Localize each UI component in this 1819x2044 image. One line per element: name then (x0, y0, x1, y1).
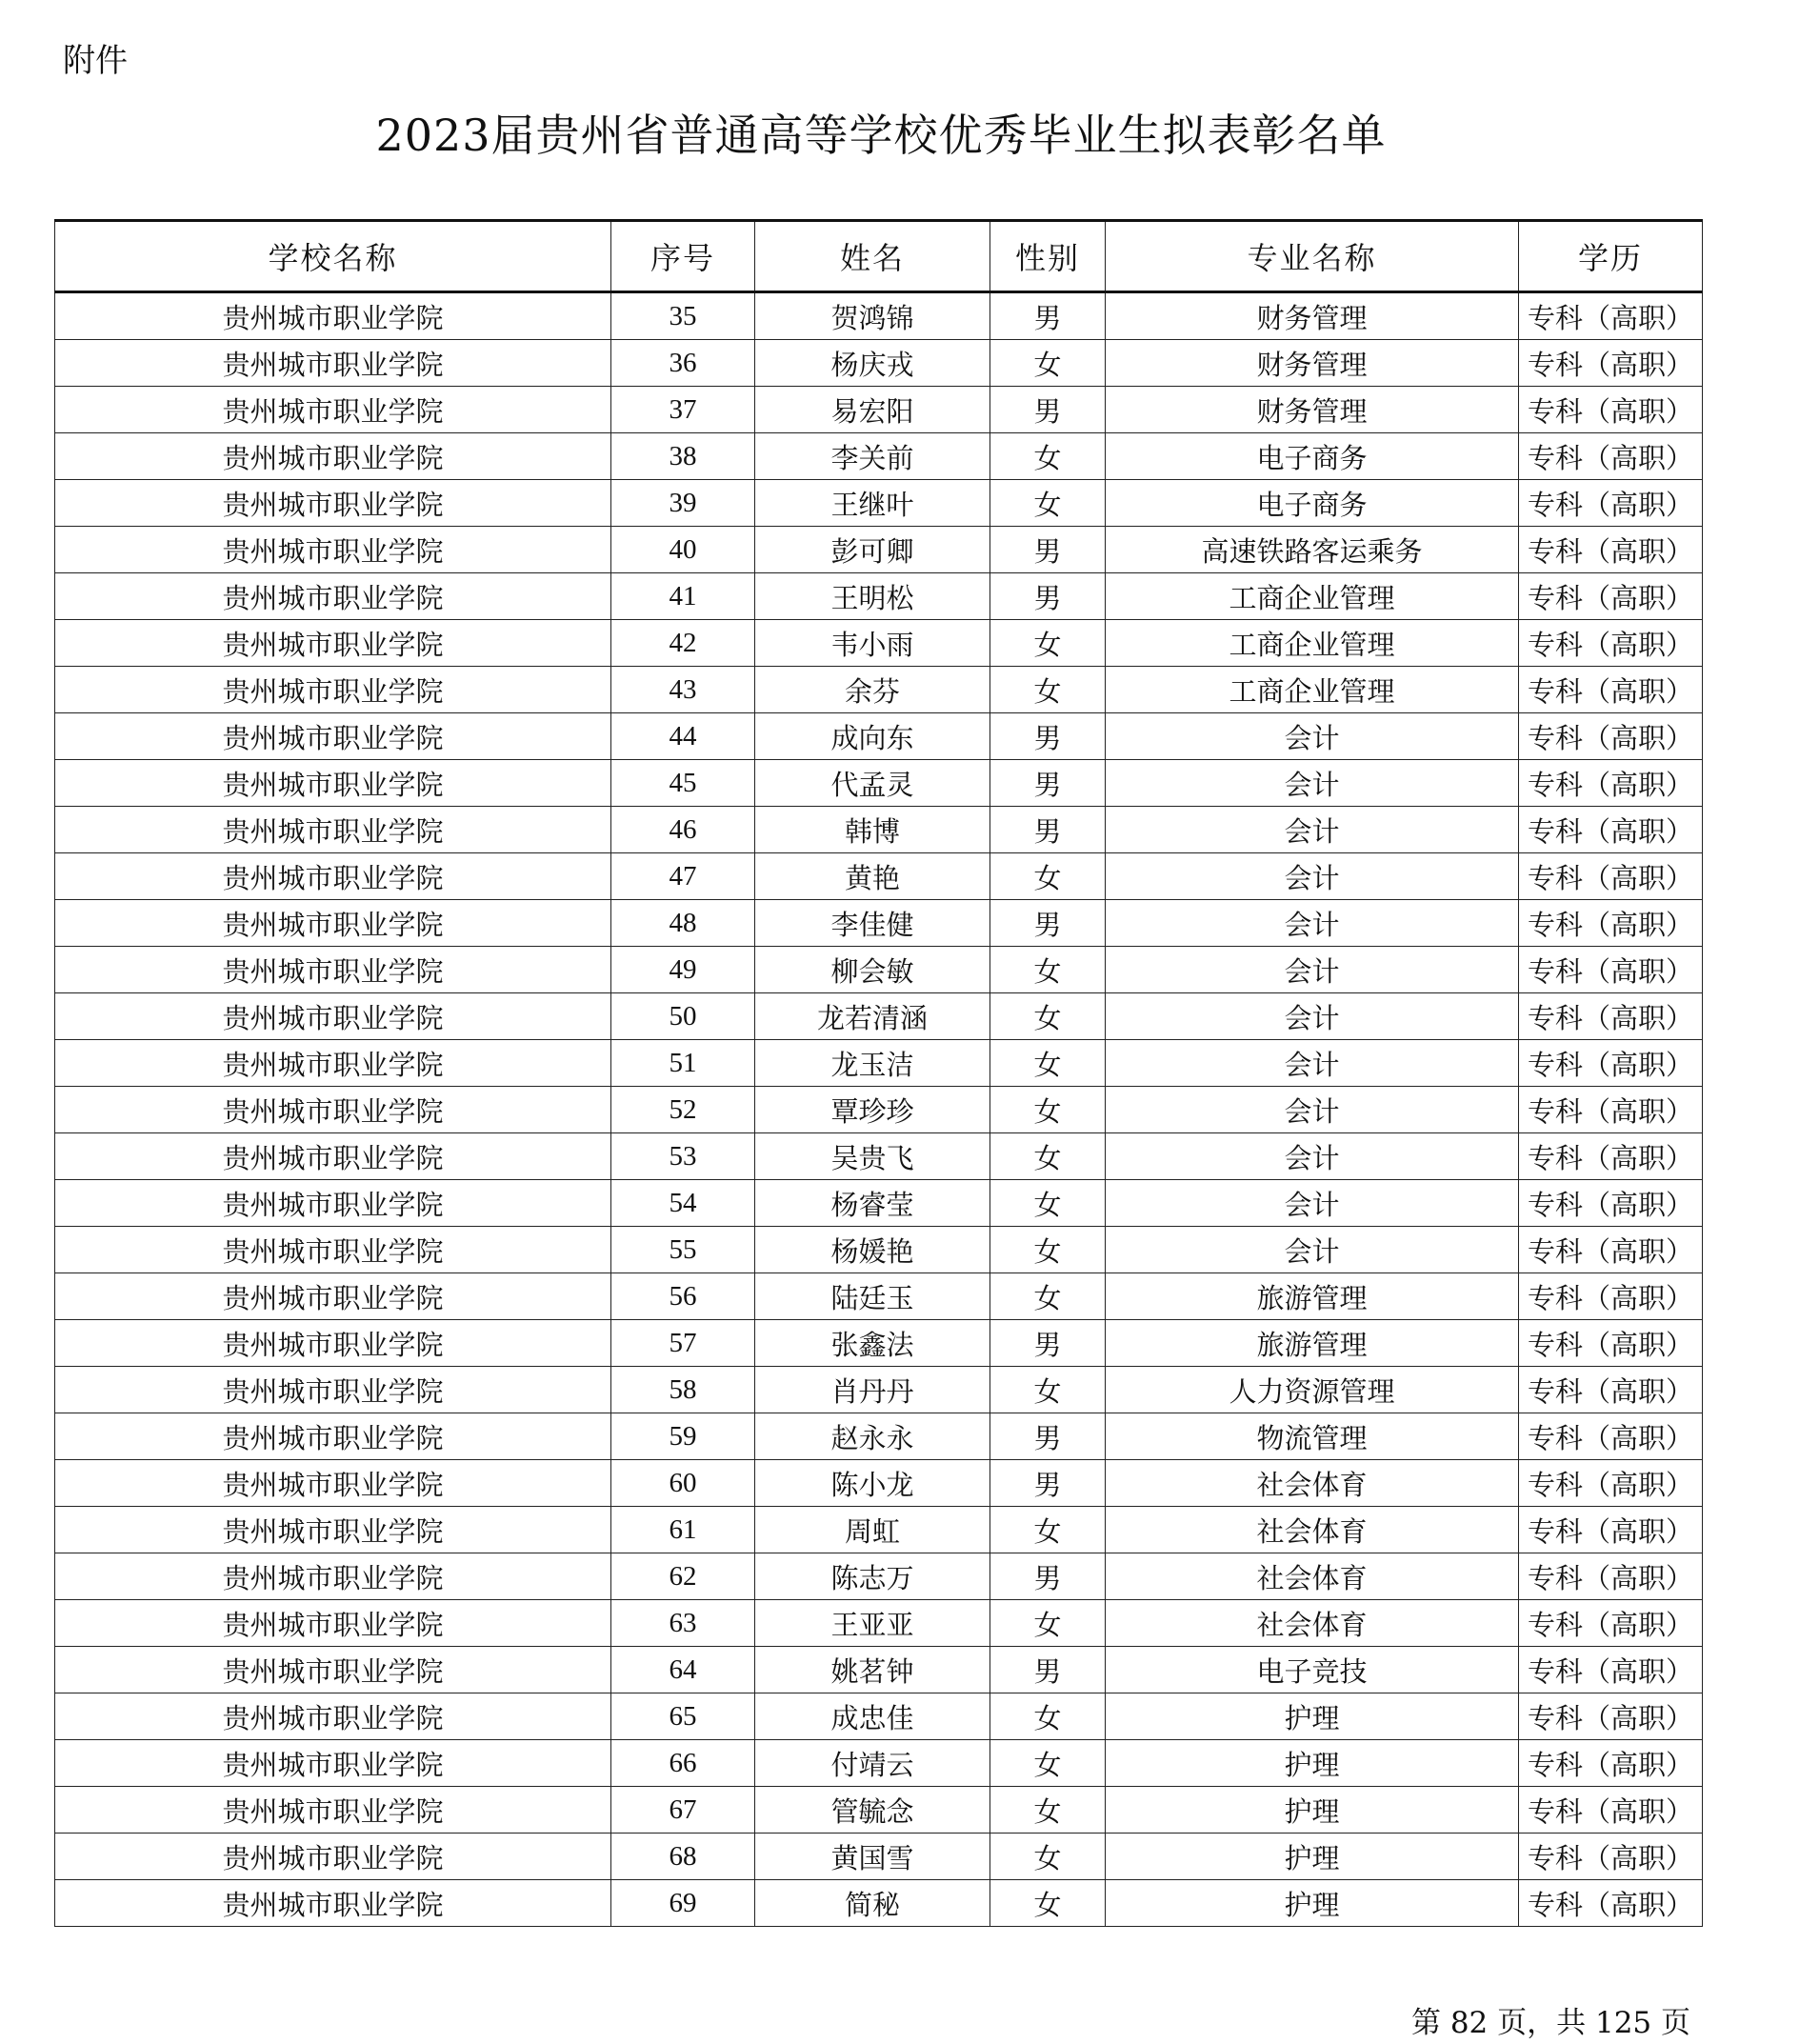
cell-gender: 女 (990, 1273, 1106, 1320)
cell-name: 成向东 (755, 713, 990, 760)
cell-gender: 女 (990, 1087, 1106, 1133)
table-row (55, 480, 1703, 527)
cell-seq: 48 (611, 900, 755, 947)
cell-school: 贵州城市职业学院 (55, 387, 611, 433)
cell-name: 易宏阳 (755, 387, 990, 433)
cell-name: 王明松 (755, 573, 990, 620)
column-header-seq: 序号 (611, 221, 755, 292)
cell-name: 吴贵飞 (755, 1133, 990, 1180)
cell-gender: 女 (990, 1040, 1106, 1087)
cell-seq: 49 (611, 947, 755, 993)
graduate-roster-table (54, 219, 1703, 1927)
table-row (55, 1880, 1703, 1927)
cell-seq: 38 (611, 433, 755, 480)
cell-major: 社会体育 (1106, 1600, 1519, 1647)
column-header-degree: 学历 (1519, 221, 1703, 292)
cell-name: 李关前 (755, 433, 990, 480)
cell-gender: 男 (990, 760, 1106, 807)
table-row (55, 1740, 1703, 1787)
cell-seq: 57 (611, 1320, 755, 1367)
cell-name: 管毓念 (755, 1787, 990, 1834)
cell-degree: 专科（高职） (1519, 573, 1703, 620)
cell-gender: 女 (990, 1693, 1106, 1740)
cell-name: 付靖云 (755, 1740, 990, 1787)
cell-major: 护理 (1106, 1880, 1519, 1927)
cell-major: 社会体育 (1106, 1553, 1519, 1600)
cell-name: 杨媛艳 (755, 1227, 990, 1273)
cell-degree: 专科（高职） (1519, 1460, 1703, 1507)
table-row (55, 1227, 1703, 1273)
cell-seq: 39 (611, 480, 755, 527)
table-row (55, 713, 1703, 760)
cell-seq: 55 (611, 1227, 755, 1273)
cell-major: 物流管理 (1106, 1413, 1519, 1460)
cell-school: 贵州城市职业学院 (55, 1087, 611, 1133)
cell-gender: 女 (990, 433, 1106, 480)
cell-major: 社会体育 (1106, 1507, 1519, 1553)
cell-school: 贵州城市职业学院 (55, 620, 611, 667)
cell-gender: 女 (990, 1367, 1106, 1413)
cell-school: 贵州城市职业学院 (55, 1273, 611, 1320)
cell-degree: 专科（高职） (1519, 760, 1703, 807)
cell-name: 杨庆戎 (755, 340, 990, 387)
cell-gender: 男 (990, 387, 1106, 433)
cell-school: 贵州城市职业学院 (55, 1693, 611, 1740)
cell-major: 会计 (1106, 900, 1519, 947)
column-header-school: 学校名称 (55, 221, 611, 292)
cell-gender: 女 (990, 947, 1106, 993)
cell-major: 护理 (1106, 1740, 1519, 1787)
table-row (55, 340, 1703, 387)
cell-seq: 65 (611, 1693, 755, 1740)
cell-school: 贵州城市职业学院 (55, 480, 611, 527)
cell-seq: 40 (611, 527, 755, 573)
cell-major: 财务管理 (1106, 387, 1519, 433)
cell-major: 会计 (1106, 947, 1519, 993)
cell-name: 龙玉洁 (755, 1040, 990, 1087)
cell-degree: 专科（高职） (1519, 667, 1703, 713)
cell-major: 会计 (1106, 807, 1519, 853)
cell-major: 旅游管理 (1106, 1273, 1519, 1320)
table-row (55, 900, 1703, 947)
cell-gender: 女 (990, 1133, 1106, 1180)
cell-name: 成忠佳 (755, 1693, 990, 1740)
cell-name: 覃珍珍 (755, 1087, 990, 1133)
cell-degree: 专科（高职） (1519, 853, 1703, 900)
cell-seq: 51 (611, 1040, 755, 1087)
cell-degree: 专科（高职） (1519, 1740, 1703, 1787)
cell-gender: 男 (990, 807, 1106, 853)
cell-name: 韩博 (755, 807, 990, 853)
cell-degree: 专科（高职） (1519, 1367, 1703, 1413)
cell-seq: 45 (611, 760, 755, 807)
table-row (55, 527, 1703, 573)
cell-school: 贵州城市职业学院 (55, 1413, 611, 1460)
cell-degree: 专科（高职） (1519, 1273, 1703, 1320)
cell-name: 简秘 (755, 1880, 990, 1927)
cell-school: 贵州城市职业学院 (55, 1740, 611, 1787)
table-row (55, 807, 1703, 853)
cell-gender: 女 (990, 1740, 1106, 1787)
cell-major: 会计 (1106, 1087, 1519, 1133)
table-row (55, 1413, 1703, 1460)
cell-major: 电子商务 (1106, 433, 1519, 480)
cell-gender: 女 (990, 1834, 1106, 1880)
cell-seq: 41 (611, 573, 755, 620)
cell-seq: 46 (611, 807, 755, 853)
cell-gender: 男 (990, 527, 1106, 573)
cell-gender: 女 (990, 1880, 1106, 1927)
table-row (55, 947, 1703, 993)
cell-major: 旅游管理 (1106, 1320, 1519, 1367)
cell-gender: 女 (990, 853, 1106, 900)
cell-name: 柳会敏 (755, 947, 990, 993)
cell-seq: 62 (611, 1553, 755, 1600)
cell-seq: 67 (611, 1787, 755, 1834)
cell-major: 工商企业管理 (1106, 573, 1519, 620)
cell-name: 李佳健 (755, 900, 990, 947)
cell-name: 龙若清涵 (755, 993, 990, 1040)
cell-major: 会计 (1106, 1180, 1519, 1227)
table-row (55, 1273, 1703, 1320)
cell-school: 贵州城市职业学院 (55, 1040, 611, 1087)
cell-name: 姚茗钟 (755, 1647, 990, 1693)
table-row (55, 1180, 1703, 1227)
cell-name: 陆廷玉 (755, 1273, 990, 1320)
cell-gender: 男 (990, 713, 1106, 760)
cell-seq: 56 (611, 1273, 755, 1320)
cell-major: 会计 (1106, 853, 1519, 900)
cell-degree: 专科（高职） (1519, 1040, 1703, 1087)
cell-degree: 专科（高职） (1519, 527, 1703, 573)
cell-degree: 专科（高职） (1519, 1180, 1703, 1227)
cell-name: 张鑫法 (755, 1320, 990, 1367)
cell-gender: 女 (990, 993, 1106, 1040)
cell-major: 护理 (1106, 1693, 1519, 1740)
table-row (55, 1693, 1703, 1740)
cell-major: 会计 (1106, 760, 1519, 807)
cell-degree: 专科（高职） (1519, 993, 1703, 1040)
cell-major: 会计 (1106, 713, 1519, 760)
cell-degree: 专科（高职） (1519, 1413, 1703, 1460)
cell-school: 贵州城市职业学院 (55, 1507, 611, 1553)
cell-school: 贵州城市职业学院 (55, 947, 611, 993)
cell-seq: 58 (611, 1367, 755, 1413)
column-header-major: 专业名称 (1106, 221, 1519, 292)
cell-name: 彭可卿 (755, 527, 990, 573)
cell-seq: 61 (611, 1507, 755, 1553)
cell-degree: 专科（高职） (1519, 1320, 1703, 1367)
cell-gender: 男 (990, 1647, 1106, 1693)
cell-degree: 专科（高职） (1519, 1787, 1703, 1834)
cell-degree: 专科（高职） (1519, 433, 1703, 480)
table-row (55, 620, 1703, 667)
cell-name: 杨睿莹 (755, 1180, 990, 1227)
cell-major: 工商企业管理 (1106, 620, 1519, 667)
cell-degree: 专科（高职） (1519, 620, 1703, 667)
cell-major: 财务管理 (1106, 340, 1519, 387)
cell-degree: 专科（高职） (1519, 1880, 1703, 1927)
cell-major: 会计 (1106, 1133, 1519, 1180)
cell-school: 贵州城市职业学院 (55, 1600, 611, 1647)
cell-major: 工商企业管理 (1106, 667, 1519, 713)
cell-degree: 专科（高职） (1519, 340, 1703, 387)
cell-gender: 女 (990, 1180, 1106, 1227)
table-row (55, 1367, 1703, 1413)
cell-gender: 女 (990, 480, 1106, 527)
cell-degree: 专科（高职） (1519, 947, 1703, 993)
cell-degree: 专科（高职） (1519, 292, 1703, 340)
table-row (55, 433, 1703, 480)
cell-seq: 66 (611, 1740, 755, 1787)
cell-school: 贵州城市职业学院 (55, 1647, 611, 1693)
cell-degree: 专科（高职） (1519, 807, 1703, 853)
cell-seq: 47 (611, 853, 755, 900)
cell-seq: 50 (611, 993, 755, 1040)
table-row (55, 1040, 1703, 1087)
table-row (55, 292, 1703, 340)
cell-degree: 专科（高职） (1519, 1087, 1703, 1133)
cell-major: 社会体育 (1106, 1460, 1519, 1507)
cell-name: 赵永永 (755, 1413, 990, 1460)
cell-gender: 男 (990, 573, 1106, 620)
cell-school: 贵州城市职业学院 (55, 1880, 611, 1927)
cell-school: 贵州城市职业学院 (55, 1787, 611, 1834)
table-row (55, 1133, 1703, 1180)
table-row (55, 1460, 1703, 1507)
cell-name: 黄国雪 (755, 1834, 990, 1880)
cell-major: 会计 (1106, 1040, 1519, 1087)
cell-gender: 男 (990, 1553, 1106, 1600)
cell-gender: 女 (990, 1787, 1106, 1834)
table-row (55, 387, 1703, 433)
cell-seq: 64 (611, 1647, 755, 1693)
table-row (55, 1553, 1703, 1600)
cell-seq: 37 (611, 387, 755, 433)
cell-seq: 44 (611, 713, 755, 760)
cell-gender: 女 (990, 1227, 1106, 1273)
cell-school: 贵州城市职业学院 (55, 1180, 611, 1227)
cell-school: 贵州城市职业学院 (55, 1320, 611, 1367)
cell-degree: 专科（高职） (1519, 1834, 1703, 1880)
cell-degree: 专科（高职） (1519, 1133, 1703, 1180)
cell-gender: 男 (990, 1460, 1106, 1507)
cell-name: 黄艳 (755, 853, 990, 900)
cell-school: 贵州城市职业学院 (55, 1227, 611, 1273)
cell-name: 王继叶 (755, 480, 990, 527)
column-header-name: 姓名 (755, 221, 990, 292)
cell-school: 贵州城市职业学院 (55, 433, 611, 480)
cell-school: 贵州城市职业学院 (55, 292, 611, 340)
table-row (55, 1787, 1703, 1834)
cell-major: 财务管理 (1106, 292, 1519, 340)
cell-degree: 专科（高职） (1519, 387, 1703, 433)
cell-major: 电子商务 (1106, 480, 1519, 527)
cell-gender: 男 (990, 292, 1106, 340)
cell-name: 肖丹丹 (755, 1367, 990, 1413)
cell-school: 贵州城市职业学院 (55, 573, 611, 620)
cell-seq: 54 (611, 1180, 755, 1227)
cell-school: 贵州城市职业学院 (55, 667, 611, 713)
cell-major: 会计 (1106, 993, 1519, 1040)
table-row (55, 1834, 1703, 1880)
table-row (55, 1507, 1703, 1553)
cell-gender: 男 (990, 1413, 1106, 1460)
cell-degree: 专科（高职） (1519, 713, 1703, 760)
cell-gender: 女 (990, 1600, 1106, 1647)
cell-degree: 专科（高职） (1519, 1647, 1703, 1693)
cell-major: 高速铁路客运乘务 (1106, 527, 1519, 573)
cell-school: 贵州城市职业学院 (55, 807, 611, 853)
cell-major: 电子竞技 (1106, 1647, 1519, 1693)
cell-school: 贵州城市职业学院 (55, 1133, 611, 1180)
cell-seq: 52 (611, 1087, 755, 1133)
cell-name: 王亚亚 (755, 1600, 990, 1647)
attachment-label: 附件 (63, 42, 128, 80)
cell-name: 陈志万 (755, 1553, 990, 1600)
cell-school: 贵州城市职业学院 (55, 1834, 611, 1880)
column-header-gender: 性别 (990, 221, 1106, 292)
cell-name: 代孟灵 (755, 760, 990, 807)
table-row (55, 667, 1703, 713)
table-row (55, 853, 1703, 900)
cell-school: 贵州城市职业学院 (55, 1460, 611, 1507)
cell-degree: 专科（高职） (1519, 1227, 1703, 1273)
cell-seq: 68 (611, 1834, 755, 1880)
table-row (55, 1087, 1703, 1133)
cell-seq: 36 (611, 340, 755, 387)
cell-seq: 53 (611, 1133, 755, 1180)
cell-gender: 男 (990, 1320, 1106, 1367)
cell-major: 人力资源管理 (1106, 1367, 1519, 1413)
cell-school: 贵州城市职业学院 (55, 853, 611, 900)
cell-seq: 63 (611, 1600, 755, 1647)
cell-gender: 女 (990, 667, 1106, 713)
table-row (55, 1600, 1703, 1647)
cell-name: 陈小龙 (755, 1460, 990, 1507)
table-row (55, 573, 1703, 620)
cell-degree: 专科（高职） (1519, 1507, 1703, 1553)
cell-seq: 35 (611, 292, 755, 340)
cell-seq: 42 (611, 620, 755, 667)
cell-degree: 专科（高职） (1519, 900, 1703, 947)
cell-seq: 59 (611, 1413, 755, 1460)
cell-major: 会计 (1106, 1227, 1519, 1273)
document-title: 2023届贵州省普通高等学校优秀毕业生拟表彰名单 (375, 110, 1387, 161)
cell-name: 韦小雨 (755, 620, 990, 667)
cell-school: 贵州城市职业学院 (55, 993, 611, 1040)
table-row (55, 993, 1703, 1040)
cell-school: 贵州城市职业学院 (55, 713, 611, 760)
cell-name: 贺鸿锦 (755, 292, 990, 340)
cell-degree: 专科（高职） (1519, 1553, 1703, 1600)
table-row (55, 1647, 1703, 1693)
cell-gender: 女 (990, 340, 1106, 387)
table-body (55, 292, 1703, 1927)
table-row (55, 760, 1703, 807)
cell-school: 贵州城市职业学院 (55, 1367, 611, 1413)
cell-seq: 43 (611, 667, 755, 713)
cell-major: 护理 (1106, 1834, 1519, 1880)
cell-gender: 女 (990, 620, 1106, 667)
cell-school: 贵州城市职业学院 (55, 760, 611, 807)
cell-degree: 专科（高职） (1519, 480, 1703, 527)
cell-degree: 专科（高职） (1519, 1600, 1703, 1647)
table-row (55, 1320, 1703, 1367)
cell-school: 贵州城市职业学院 (55, 527, 611, 573)
cell-name: 余芬 (755, 667, 990, 713)
cell-seq: 60 (611, 1460, 755, 1507)
cell-school: 贵州城市职业学院 (55, 1553, 611, 1600)
cell-major: 护理 (1106, 1787, 1519, 1834)
cell-gender: 女 (990, 1507, 1106, 1553)
cell-degree: 专科（高职） (1519, 1693, 1703, 1740)
page-footer: 第 82 页，共 125 页 (1410, 2006, 1690, 2040)
cell-school: 贵州城市职业学院 (55, 900, 611, 947)
cell-seq: 69 (611, 1880, 755, 1927)
cell-gender: 男 (990, 900, 1106, 947)
cell-name: 周虹 (755, 1507, 990, 1553)
cell-school: 贵州城市职业学院 (55, 340, 611, 387)
table-header-row (55, 221, 1703, 292)
